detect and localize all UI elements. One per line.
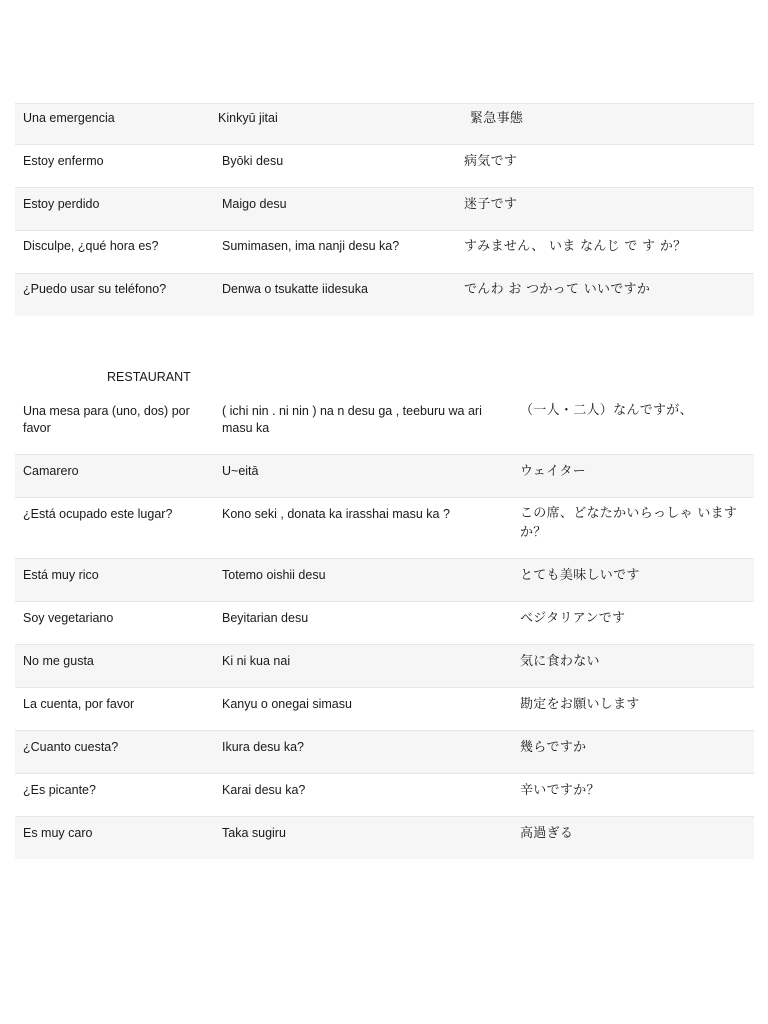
- table-row: [15, 817, 754, 859]
- japanese-phrase: すみません、 いま なんじ で す か？: [464, 239, 687, 254]
- japanese-phrase: でんわ お つかって いいですか: [464, 282, 651, 297]
- spanish-phrase: Soy vegetariano: [23, 611, 114, 625]
- table-row: [15, 103, 754, 145]
- restaurant-phrases-table: [15, 398, 754, 859]
- japanese-phrase: 高過ぎる: [520, 826, 574, 841]
- spanish-phrase: ¿Cuanto cuesta?: [23, 740, 119, 754]
- romaji-phrase: Taka sugiru: [222, 826, 286, 840]
- romaji-phrase: Kono seki , donata ka irasshai masu ka ?: [222, 507, 450, 521]
- table-row: [15, 398, 754, 455]
- romaji-phrase: Kinkyū jitai: [218, 111, 278, 125]
- japanese-phrase: 迷子です: [464, 197, 518, 212]
- romaji-phrase: Ki ni kua nai: [222, 654, 291, 668]
- japanese-phrase: とても美味しいです: [520, 568, 640, 583]
- spanish-phrase: Estoy perdido: [23, 197, 100, 211]
- japanese-phrase: 勘定をお願いします: [520, 697, 640, 712]
- japanese-phrase: ウェイター: [520, 464, 586, 479]
- table-row: [15, 645, 754, 688]
- romaji-phrase: U~eitā: [222, 464, 259, 478]
- spanish-phrase: ¿Puedo usar su teléfono?: [23, 282, 167, 296]
- spanish-phrase: Es muy caro: [23, 826, 93, 840]
- romaji-phrase: ( ichi nin . ni nin ) na n desu ga , teeburu wa ari masu ka: [222, 404, 482, 435]
- table-row: [15, 455, 754, 498]
- romaji-phrase: Karai desu ka?: [222, 783, 306, 797]
- japanese-phrase: 幾らですか: [520, 740, 587, 755]
- japanese-phrase: 病気です: [464, 154, 518, 169]
- spanish-phrase: Camarero: [23, 464, 79, 478]
- romaji-phrase: Maigo desu: [222, 197, 287, 211]
- table-row: [15, 498, 754, 559]
- spanish-phrase: La cuenta, por favor: [23, 697, 135, 711]
- japanese-phrase: 気に食わない: [520, 654, 600, 669]
- japanese-phrase: ベジタリアンです: [520, 611, 626, 626]
- table-row: [15, 774, 754, 817]
- romaji-phrase: Totemo oishii desu: [222, 568, 326, 582]
- table-row: [15, 274, 754, 316]
- spanish-phrase: ¿Está ocupado este lugar?: [23, 507, 173, 521]
- romaji-phrase: Ikura desu ka?: [222, 740, 304, 754]
- spanish-phrase: Está muy rico: [23, 568, 99, 582]
- romaji-phrase: Beyitarian desu: [222, 611, 309, 625]
- table-row: [15, 188, 754, 231]
- japanese-phrase: 辛いですか？: [520, 783, 600, 798]
- japanese-phrase: 緊急事態: [470, 111, 524, 126]
- spanish-phrase: Una emergencia: [23, 111, 115, 125]
- romaji-phrase: Sumimasen, ima nanji desu ka?: [222, 239, 400, 253]
- japanese-phrase: この席、どなたかいらっしゃ いますか？: [520, 506, 738, 540]
- table-row: [15, 145, 754, 188]
- spanish-phrase: Disculpe, ¿qué hora es?: [23, 239, 159, 253]
- spanish-phrase: ¿Es picante?: [23, 783, 96, 797]
- romaji-phrase: Kanyu o onegai simasu: [222, 697, 352, 711]
- table-row: [15, 559, 754, 602]
- table-row: [15, 688, 754, 731]
- table-row: [15, 731, 754, 774]
- romaji-phrase: Byōki desu: [222, 154, 284, 168]
- spanish-phrase: Una mesa para (uno, dos) por favor: [23, 404, 190, 435]
- section-heading-restaurant: RESTAURANT: [107, 370, 191, 384]
- table-row: [15, 231, 754, 274]
- romaji-phrase: Denwa o tsukatte iidesuka: [222, 282, 368, 296]
- table-row: [15, 602, 754, 645]
- emergency-phrases-table: [15, 103, 754, 316]
- spanish-phrase: Estoy enfermo: [23, 154, 104, 168]
- spanish-phrase: No me gusta: [23, 654, 94, 668]
- japanese-phrase: （一人・二人）なんですが、: [520, 403, 693, 418]
